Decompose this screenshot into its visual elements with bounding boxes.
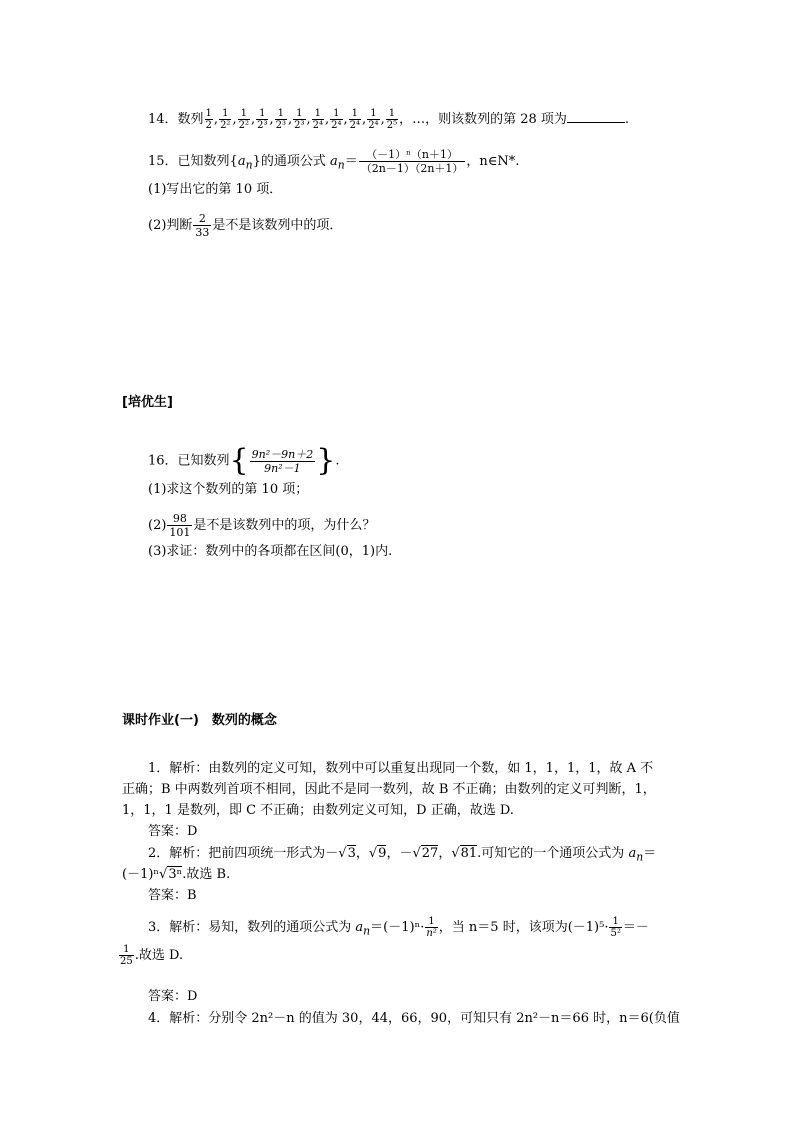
q14-term-den: 2² bbox=[220, 120, 231, 131]
question-14 bbox=[148, 108, 629, 131]
section-heading: [培优生] bbox=[122, 395, 173, 410]
q14-term-den: 2³ bbox=[257, 120, 268, 131]
q14-term-den: 2³ bbox=[275, 120, 286, 131]
q14-term-den: 2² bbox=[238, 120, 249, 131]
q16-den: 9n²－1 bbox=[264, 461, 301, 475]
q15-eq: ＝ bbox=[344, 154, 358, 169]
q14-comma: , bbox=[287, 112, 293, 127]
q14-term-den: 2⁴ bbox=[368, 120, 379, 131]
q14-comma: , bbox=[213, 112, 219, 127]
q14-term-num: 1 bbox=[330, 108, 342, 120]
a3-frac-2 bbox=[609, 916, 621, 939]
a2-sep-3: ， bbox=[438, 846, 452, 861]
q14-term-den: 2³ bbox=[294, 120, 305, 131]
q14-comma: , bbox=[250, 112, 256, 127]
q16-part-3: (3)求证：数列中的各项都在区间(0，1)内. bbox=[148, 544, 393, 559]
a3-text-a: 3．解析：易知，数列的通项公式为 bbox=[148, 920, 356, 935]
a2-sep-1: ， bbox=[355, 846, 369, 861]
q14-label: 14．数列 bbox=[148, 112, 204, 127]
a3-text-d: ＝－ bbox=[622, 920, 649, 935]
answer-3-line-1 bbox=[148, 916, 649, 941]
q15-an-sub: n bbox=[337, 158, 345, 172]
q14-term-den: 2⁴ bbox=[349, 120, 361, 131]
q14-term bbox=[219, 108, 231, 131]
q14-term-den: 2⁴ bbox=[331, 120, 342, 131]
q14-term bbox=[349, 108, 361, 131]
q15-p2-fraction bbox=[193, 212, 211, 239]
answer-2-line-2 bbox=[122, 866, 230, 884]
a3-text-b: ＝(－1)ⁿ· bbox=[370, 920, 425, 935]
sqrt-icon: √ bbox=[412, 846, 421, 861]
a2-text-b: .可知它的一个通项公式为 bbox=[477, 846, 629, 861]
q14-comma: , bbox=[232, 112, 237, 127]
q14-term-num: 1 bbox=[219, 108, 231, 120]
q14-term-num: 1 bbox=[312, 108, 324, 120]
q16-part-2 bbox=[148, 512, 375, 539]
answer-1-line-1: 1．解析：由数列的定义可知，数列中可以重复出现同一个数，如 1，1，1，1，故 A 不 bbox=[148, 761, 654, 776]
q14-comma: , bbox=[269, 112, 274, 127]
answer-1-line-3: 1，1，1 是数列，即 C 不正确；由数列定义可知，D 正确，故选 D. bbox=[122, 803, 514, 818]
a3-f3-num: 1 bbox=[119, 944, 134, 956]
answer-1-line-2: 正确；B 中两数列首项不相同，因此不是同一数列，故 B 不正确；由数列的定义可判断，1， bbox=[122, 782, 656, 797]
q15-lead: 15．已知数列{ bbox=[148, 154, 238, 169]
a3-an-sub: n bbox=[363, 924, 371, 938]
q14-term-num: 1 bbox=[205, 108, 212, 119]
sqrt-icon: √ bbox=[338, 846, 347, 861]
a2-text-c: ＝ bbox=[643, 846, 657, 861]
sqrt-icon: √ bbox=[368, 846, 378, 861]
sqrt-icon: √ bbox=[451, 846, 460, 861]
q15-mid: }的通项公式 bbox=[252, 154, 330, 169]
a3-f2-num: 1 bbox=[609, 916, 621, 928]
a2-radicand-3: 27 bbox=[421, 846, 439, 861]
answer-3-line-2 bbox=[118, 944, 183, 967]
a3-f1-num: 1 bbox=[425, 916, 437, 928]
a3-f3-den: 25 bbox=[120, 956, 133, 967]
q15-sub: n bbox=[245, 158, 253, 172]
q14-term bbox=[205, 108, 213, 131]
q14-comma: , bbox=[343, 112, 348, 127]
q14-term-num: 1 bbox=[275, 108, 287, 120]
q14-term bbox=[312, 108, 324, 131]
q16-p2-num: 98 bbox=[167, 512, 192, 526]
answer-4-line-1: 4．解析：分别令 2n²－n 的值为 30，44，66，90，可知只有 2n²－n＝66 时，n＝6(负值 bbox=[148, 1011, 680, 1026]
q14-answer-blank bbox=[567, 110, 625, 123]
q14-term bbox=[275, 108, 287, 131]
q14-term-num: 1 bbox=[386, 108, 398, 120]
q16-part-1: (1)求这个数列的第 10 项； bbox=[148, 482, 309, 497]
a2-radicand-2: 9 bbox=[378, 846, 387, 861]
q15-formula-num: （－1）ⁿ（n＋1） bbox=[359, 148, 466, 162]
q15-an: a bbox=[329, 154, 338, 169]
q14-comma: , bbox=[306, 112, 311, 127]
answer-2-result: 答案：B bbox=[148, 888, 197, 903]
q15-part-2 bbox=[148, 212, 342, 239]
q16-p2-fraction bbox=[167, 512, 192, 539]
q14-term bbox=[386, 108, 398, 131]
q15-after: ，n∈N*. bbox=[466, 154, 520, 169]
q14-term-den: 2 bbox=[205, 120, 212, 131]
q14-term-num: 1 bbox=[349, 108, 361, 120]
q16-formula bbox=[250, 448, 316, 475]
q15-p2-num: 2 bbox=[193, 212, 211, 226]
a3-f2-den: 5² bbox=[610, 928, 621, 939]
a2-radicand-5: 3ⁿ bbox=[168, 867, 183, 882]
q16-end: . bbox=[335, 453, 340, 469]
question-16 bbox=[148, 443, 340, 478]
q14-term-num: 1 bbox=[293, 108, 305, 120]
answers-title: 课时作业(一) 数列的概念 bbox=[122, 713, 277, 728]
q14-term bbox=[367, 108, 379, 131]
q14-term bbox=[256, 108, 268, 131]
a2-sep-2: ，－ bbox=[386, 846, 413, 861]
q16-right-brace: } bbox=[316, 443, 336, 478]
q16-left-brace: { bbox=[229, 443, 249, 478]
q15-p2-lead: (2)判断 bbox=[148, 218, 193, 233]
q15-part-1: (1)写出它的第 10 项． bbox=[148, 182, 283, 197]
a3-choose: .故选 D. bbox=[134, 948, 184, 963]
q16-p2-lead: (2) bbox=[148, 518, 167, 533]
a3-frac-1 bbox=[425, 916, 437, 939]
q14-term-den: 2⁴ bbox=[312, 120, 324, 131]
q14-term-den: 2⁵ bbox=[386, 120, 398, 131]
a3-an: a bbox=[355, 920, 364, 935]
answer-3-result: 答案：D bbox=[148, 989, 198, 1004]
q14-term-num: 1 bbox=[238, 108, 250, 120]
sqrt-icon: √ bbox=[159, 867, 168, 882]
q14-end: . bbox=[624, 112, 630, 127]
q16-p2-tail: 是不是该数列中的项，为什么？ bbox=[193, 518, 376, 533]
a3-f1-den: n² bbox=[426, 928, 437, 939]
q14-term bbox=[330, 108, 342, 131]
q14-comma: , bbox=[380, 112, 385, 127]
q14-sequence bbox=[204, 108, 400, 131]
q16-p2-den: 101 bbox=[169, 526, 191, 539]
q14-tail: ，…，则该数列的第 28 项为 bbox=[399, 112, 567, 127]
a2-radicand-4: 81 bbox=[460, 846, 478, 861]
a2-text-a: 2．解析：把前四项统一形式为－ bbox=[148, 846, 339, 861]
q15-formula-den: （2n－1）（2n＋1） bbox=[360, 162, 464, 175]
a2-an-sub: n bbox=[636, 850, 644, 864]
q14-comma: , bbox=[362, 112, 367, 127]
a3-frac-3 bbox=[119, 944, 134, 967]
a2-an: a bbox=[628, 846, 637, 861]
q14-comma: , bbox=[325, 112, 330, 127]
answer-2-line-1 bbox=[148, 845, 656, 867]
q16-num: 9n²－9n＋2 bbox=[251, 447, 314, 461]
a2-radicand-1: 3 bbox=[347, 846, 356, 861]
q15-formula bbox=[359, 148, 466, 175]
question-15 bbox=[148, 148, 519, 175]
a2-sign: (－1)ⁿ bbox=[122, 867, 160, 882]
q15-p2-den: 33 bbox=[195, 226, 210, 239]
q16-lead: 16．已知数列 bbox=[148, 453, 230, 469]
a2-choose: .故选 B. bbox=[182, 867, 231, 882]
q14-term-num: 1 bbox=[367, 108, 379, 120]
q14-term-num: 1 bbox=[256, 108, 268, 120]
answer-1-result: 答案：D bbox=[148, 824, 198, 839]
q15-a: a bbox=[237, 154, 246, 169]
q14-term bbox=[238, 108, 250, 131]
q14-term bbox=[293, 108, 305, 131]
a3-text-c: ，当 n＝5 时，该项为(－1)⁵· bbox=[438, 920, 609, 935]
q15-p2-tail: 是不是该数列中的项． bbox=[212, 218, 343, 233]
